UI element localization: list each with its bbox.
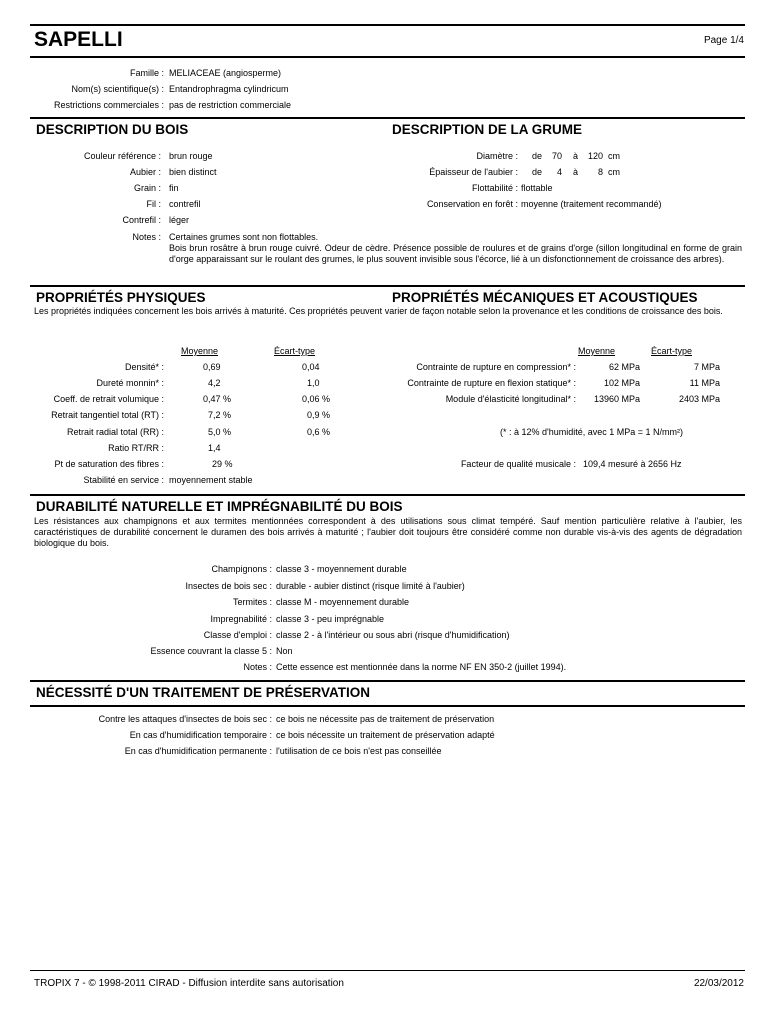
physiques-ecart: 0,04 — [302, 362, 320, 372]
physiques-col-ecart: Écart-type — [274, 346, 316, 356]
durabilite-value: classe M - moyennement durable — [276, 597, 410, 607]
section-rule-description — [30, 117, 745, 119]
grume-max: 120 — [588, 151, 604, 161]
footer-rule — [30, 970, 745, 971]
physiques-label: Ratio RT/RR : — [108, 443, 164, 453]
bois-value: brun rouge — [169, 151, 213, 161]
footer-copyright: TROPIX 7 - © 1998-2011 CIRAD - Diffusion interdite sans autorisation — [34, 978, 344, 989]
grume-de: de — [532, 167, 543, 177]
physiques-ecart: 0,6 % — [307, 427, 331, 437]
physiques-col-moyenne: Moyenne — [181, 346, 219, 356]
durabilite-label: Impregnabilité : — [210, 614, 272, 624]
bois-value: fin — [169, 183, 179, 193]
durabilite-intro: Les résistances aux champignons et aux termites mentionnées correspondent à des utilisations sous climat tempéré. Sauf mention particulière relative à l'aubier, les caractéristiques de durabilité concernent le duramen des bois arrivés à maturité ; l'aubier doit toujours être considéré comme non durable vis-à-vis des agents de dégradation biologique du bois. — [34, 516, 742, 548]
mecaniques-ecart: 2403 MPa — [678, 394, 720, 404]
physiques-ecart: 1,0 — [307, 378, 320, 388]
durabilite-value: Non — [276, 646, 293, 656]
bois-value: léger — [169, 215, 190, 225]
bois-label: Couleur référence : — [83, 151, 161, 161]
traitement-value: l'utilisation de ce bois n'est pas conseillée — [276, 746, 442, 756]
grume-a: à — [573, 151, 579, 161]
bois-notes-line1: Certaines grumes sont non flottables. — [169, 232, 319, 242]
traitement-label: En cas d'humidification permanente : — [124, 746, 272, 756]
header-bottom-rule — [30, 56, 745, 58]
mecaniques-label: Contrainte de rupture en flexion statique* : — [407, 378, 576, 388]
physiques-label: Retrait tangentiel total (RT) : — [51, 410, 164, 420]
bois-label: Grain : — [133, 183, 161, 193]
traitement-value: ce bois ne nécessite pas de traitement de préservation — [276, 714, 495, 724]
grume-de: de — [532, 151, 543, 161]
durabilite-label: Insectes de bois sec : — [185, 581, 272, 591]
ident-value: MELIACEAE (angiosperme) — [169, 68, 282, 78]
mecaniques-ecart: 11 MPa — [689, 378, 720, 388]
durabilite-value: classe 3 - moyennement durable — [276, 564, 407, 574]
bois-value: contrefil — [169, 199, 201, 209]
physiques-label: Dureté monnin* : — [96, 378, 164, 388]
durabilite-value: durable - aubier distinct (risque limité à l'aubier) — [276, 581, 465, 591]
section-rule-durabilite — [30, 494, 745, 496]
physiques-value: moyennement stable — [169, 475, 253, 485]
physiques-label: Pt de saturation des fibres : — [54, 459, 164, 469]
ident-value: pas de restriction commerciale — [169, 100, 292, 110]
physiques-moyenne: 29 % — [212, 459, 233, 469]
section-rule-traitement-bottom — [30, 705, 745, 707]
ident-label: Famille : — [129, 68, 164, 78]
mecaniques-col-moyenne: Moyenne — [578, 346, 616, 356]
mecaniques-moyenne: 13960 MPa — [593, 394, 640, 404]
mecaniques-label: Contrainte de rupture en compression* : — [416, 362, 576, 372]
physiques-intro: Les propriétés indiquées concernent les bois arrivés à maturité. Ces propriétés peuvent varier de façon notable selon la provenance et les conditions de croissance des bois. — [34, 306, 723, 316]
grume-max: 8 — [598, 167, 604, 177]
physiques-moyenne: 4,2 — [208, 378, 221, 388]
durabilite-label: Termites : — [232, 597, 272, 607]
grume-min: 4 — [557, 167, 563, 177]
traitement-label: En cas d'humidification temporaire : — [129, 730, 272, 740]
physiques-label: Stabilité en service : — [83, 475, 164, 485]
mecaniques-label: Module d'élasticité longitudinal* : — [445, 394, 576, 404]
durabilite-label: Essence couvrant la classe 5 : — [150, 646, 272, 656]
durabilite-value: classe 3 - peu imprégnable — [276, 614, 385, 624]
mecaniques-moyenne: 62 MPa — [608, 362, 640, 372]
mecaniques-ecart: 7 MPa — [693, 362, 720, 372]
physiques-label: Coeff. de retrait volumique : — [53, 394, 164, 404]
grume-label: Épaisseur de l'aubier : — [429, 167, 518, 177]
grume-a: à — [573, 167, 579, 177]
section-rule-proprietes — [30, 285, 745, 287]
physiques-label: Retrait radial total (RR) : — [66, 427, 164, 437]
mecaniques-value: 109,4 mesuré à 2656 Hz — [583, 459, 682, 469]
grume-label: Conservation en forêt : — [426, 199, 518, 209]
grume-value: moyenne (traitement recommandé) — [521, 199, 662, 209]
heading-proprietes-mecaniques: PROPRIÉTÉS MÉCANIQUES ET ACOUSTIQUES — [392, 290, 698, 305]
physiques-moyenne: 0,47 % — [203, 394, 232, 404]
bois-notes-paragraph: Bois brun rosâtre à brun rouge cuivré. Odeur de cèdre. Présence possible de roulures et de grains d'orge (sillon longitudinal en forme de grain d'orge apparaissant sur le roulant des grumes, le plus souvent invisible sous l'écorce, lié à un disfonctionnement de croissance des arbres). — [169, 243, 742, 264]
heading-proprietes-physiques: PROPRIÉTÉS PHYSIQUES — [36, 290, 206, 305]
page-title: SAPELLI — [34, 28, 123, 51]
grume-label: Flottabilité : — [471, 183, 518, 193]
physiques-moyenne: 0,69 — [203, 362, 221, 372]
ident-label: Restrictions commerciales : — [53, 100, 164, 110]
header-top-rule — [30, 24, 745, 26]
bois-value: bien distinct — [169, 167, 217, 177]
durabilite-value: classe 2 - à l'intérieur ou sous abri (risque d'humidification) — [276, 630, 510, 640]
page-number: Page 1/4 — [703, 35, 744, 46]
durabilite-label: Champignons : — [211, 564, 272, 574]
physiques-ecart: 0,9 % — [307, 410, 331, 420]
traitement-value: ce bois nécessite un traitement de préservation adapté — [276, 730, 495, 740]
physiques-label: Densité* : — [124, 362, 164, 372]
heading-description-grume: DESCRIPTION DE LA GRUME — [392, 122, 583, 137]
grume-label: Diamètre : — [476, 151, 518, 161]
mecaniques-label: Facteur de qualité musicale : — [460, 459, 576, 469]
heading-durabilite: DURABILITÉ NATURELLE ET IMPRÉGNABILITÉ DU BOIS — [36, 499, 403, 514]
footer-date: 22/03/2012 — [693, 978, 744, 989]
mecaniques-moyenne: 102 MPa — [603, 378, 640, 388]
mecaniques-col-ecart: Écart-type — [651, 346, 693, 356]
bois-label: Aubier : — [129, 167, 161, 177]
grume-unit: cm — [608, 167, 620, 177]
heading-description-bois: DESCRIPTION DU BOIS — [36, 122, 189, 137]
grume-min: 70 — [552, 151, 563, 161]
physiques-ecart: 0,06 % — [302, 394, 331, 404]
physiques-moyenne: 5,0 % — [208, 427, 232, 437]
grume-value: flottable — [521, 183, 553, 193]
section-rule-traitement — [30, 680, 745, 682]
ident-label: Nom(s) scientifique(s) : — [71, 84, 164, 94]
durabilite-value: Cette essence est mentionnée dans la norme NF EN 350-2 (juillet 1994). — [276, 662, 567, 672]
durabilite-label: Classe d'emploi : — [203, 630, 272, 640]
traitement-label: Contre les attaques d'insectes de bois sec : — [98, 714, 272, 724]
bois-label: Fil : — [146, 199, 161, 209]
mecaniques-footnote: (* : à 12% d'humidité, avec 1 MPa = 1 N/mm²) — [500, 427, 684, 437]
heading-traitement: NÉCESSITÉ D'UN TRAITEMENT DE PRÉSERVATION — [36, 685, 370, 700]
ident-value: Entandrophragma cylindricum — [169, 84, 289, 94]
physiques-moyenne: 7,2 % — [208, 410, 232, 420]
physiques-moyenne: 1,4 — [208, 443, 221, 453]
durabilite-label: Notes : — [243, 662, 272, 672]
grume-unit: cm — [608, 151, 620, 161]
bois-notes-label: Notes : — [132, 232, 161, 242]
bois-label: Contrefil : — [122, 215, 161, 225]
